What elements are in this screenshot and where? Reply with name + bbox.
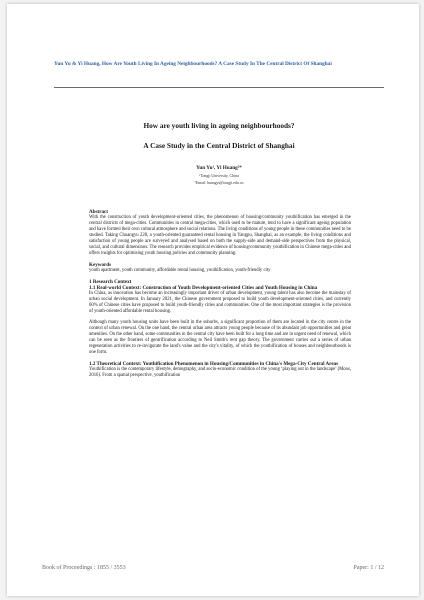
affiliation-1: ¹Tongji University, China bbox=[199, 174, 239, 178]
body-paragraph: Although many youth housing units have been built in the suburbs, a significant proportion of them are located in the city centre in the context of urban renewal. On the one hand, the central urban area attracts young people because of its abundant job opportunities and great amenities. On the other hand, some communities in the central city have been built for a long time and are in urgent need of renewal, which can be seen as the frontiers of gentrification according to Neil Smith's rent gap theory. The government carries out a series of urban regeneration activities to re-invigorate the land's value and the city's vitality, of which the youthification of houses and neighbourhoods is one form. bbox=[89, 320, 351, 356]
paper-title: How are youth living in ageing neighbourhoods? bbox=[143, 121, 295, 130]
abstract-text: With the construction of youth development-oriented cities, the phenomenon of housing/community youthification has emerged in the central districts of mega-cities. Communities in central mega-cities, which used to be mature, tend to have a significant ageing population and have formed their own cultural atmosphere and social relations. The living conditions of young people in these communities need to be studied. Taking Chuangyu 228, a youth-oriented guaranteed rental housing in Yangpu, Shanghai, as an example, the living conditions and satisfaction of young people are surveyed and analysed based on both the supply-side and demand-side perspectives from the physical, social, and cultural dimensions. The research provides empirical evidence of housing/community youthification in Chinese mega-cities and offers insights for optimising youth housing policies and community planning. bbox=[89, 215, 351, 256]
page-footer bbox=[42, 565, 384, 571]
body-paragraph: In China, as innovation has become an increasingly important driver of urban development, young talent has also become the mainstay of urban social development. In January 2021, the Chinese government proposed to build youth development-oriented cities, and currently 60% of Chinese cities have proposed to build youth-friendly cities and communities. One of the most important strategies is the provision of youth-oriented affordable rental housing. bbox=[89, 291, 351, 315]
paper-page bbox=[7, 4, 419, 596]
author-list: Yun Yu¹, Yi Huang²* bbox=[196, 165, 242, 171]
proceedings-page-count: Book of Proceedings : 1855 / 3553 bbox=[42, 565, 126, 571]
running-head: Yun Yu & Yi Huang, How Are Youth Living In Ageing Neighbourhoods? A Case Study In The Central District Of Shanghai bbox=[54, 61, 332, 67]
abstract-heading: Abstract bbox=[89, 209, 108, 215]
paper-page-count: Paper: 1 / 12 bbox=[353, 565, 384, 571]
keywords-heading: Keywords bbox=[89, 261, 112, 268]
paper-subtitle: A Case Study in the Central District of Shanghai bbox=[143, 141, 295, 150]
section-heading: 1 Research Context bbox=[89, 279, 132, 286]
keywords-text: youth apartment, youth community, affordable rental housing, youthification, youth-friendly city bbox=[89, 268, 271, 274]
body-paragraph: Youthification is the contemporary lifestyle, demography, and socio-economic condition of the young ‘playing out in the landscape’ (Moos, 2016). From a spatial perspective, youthification bbox=[89, 367, 351, 379]
title-block bbox=[54, 121, 384, 150]
paper-body bbox=[89, 209, 351, 379]
header-rule bbox=[54, 87, 384, 88]
affiliation-2: ²Email: huangyi@tongji.edu.cn bbox=[194, 181, 244, 185]
subsection-heading: 1.2 Theoretical Context: Youthification Phenomenon in Housing/Communities in China's Mega-City Central Areas bbox=[89, 360, 339, 367]
subsection-heading: 1.1 Real-world Context: Construction of Youth Development-oriented Cities and Youth Housing in China bbox=[89, 285, 318, 292]
